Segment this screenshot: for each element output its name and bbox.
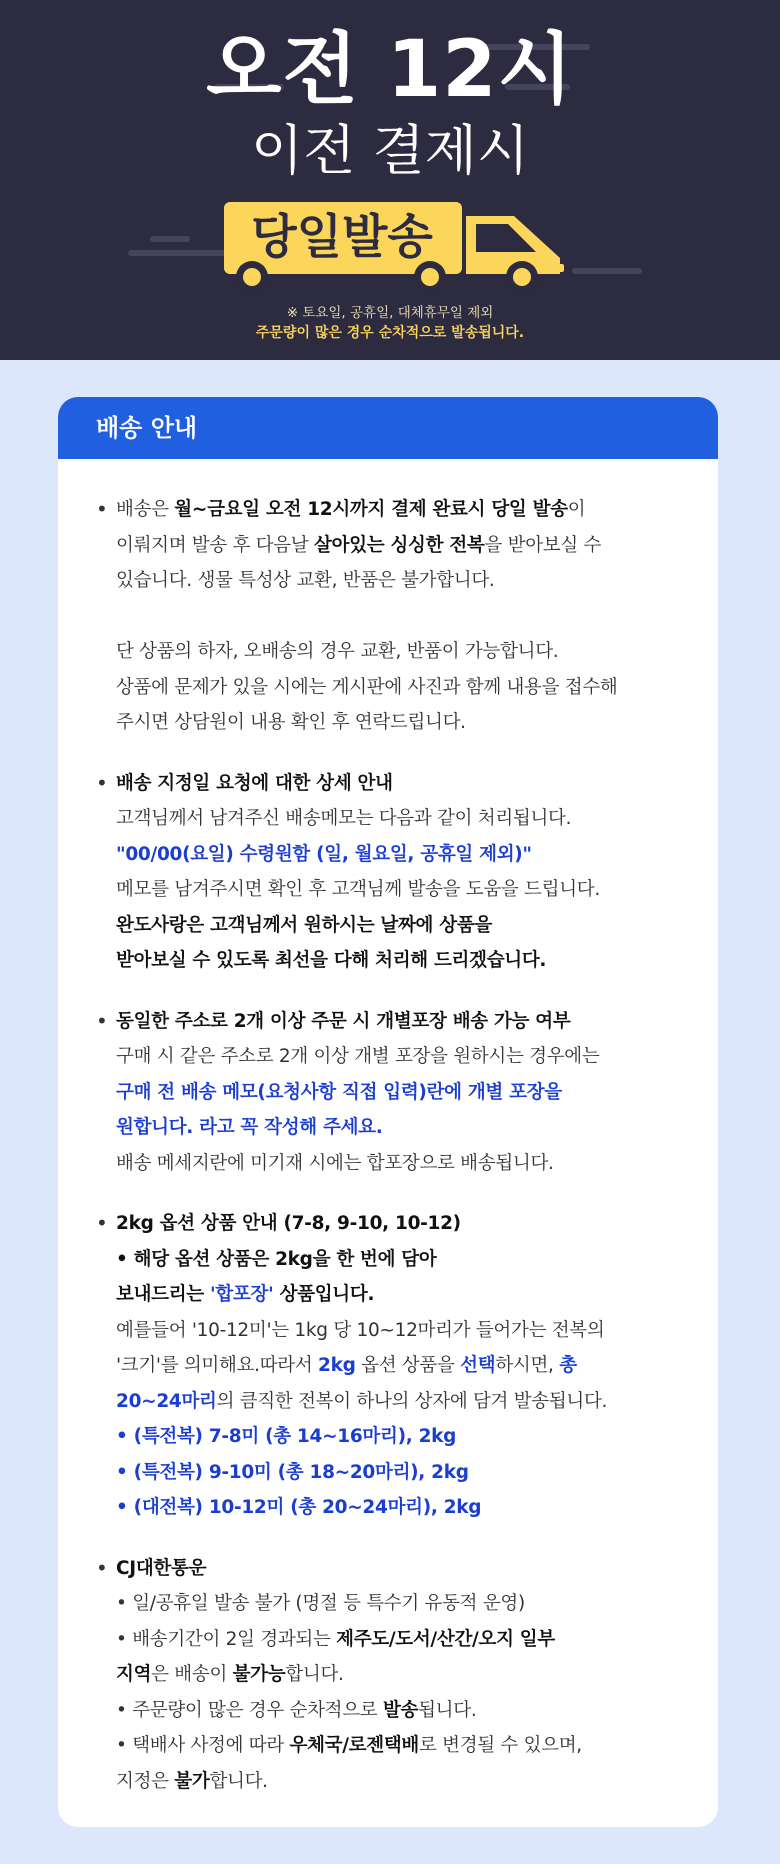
bullet-marker: •: [96, 770, 108, 795]
text-run: 고객님께서 남겨주신 배송메모는 다음과 같이 처리됩니다.: [116, 808, 572, 829]
text-run: 발송: [382, 1699, 419, 1721]
bullet-marker: •: [96, 1211, 108, 1235]
text-run: '합포장': [210, 1284, 274, 1305]
info-line: [116, 1693, 698, 1729]
info-line: [116, 670, 698, 706]
text-run: 됩니다.: [418, 1699, 477, 1721]
text-run: 2kg: [318, 1355, 356, 1376]
text-run: • 일/공휴일 발송 불가 (명절 등 특수기 유동적 운영): [116, 1593, 525, 1614]
text-run: 을 받아보실 수: [484, 534, 602, 556]
text-run: 지역: [116, 1664, 152, 1685]
text-run: • 해당 옵션 상품은 2kg을 한 번에 담아: [116, 1248, 437, 1270]
text-run: 메모를 남겨주시면 확인 후 고객님께 발송을 도움을 드립니다.: [116, 879, 600, 900]
card-body: [58, 459, 718, 1799]
text-run: 구매 전 배송 메모(요청사항 직접 입력)란에 개별 포장을: [116, 1081, 562, 1103]
text-run: 합니다.: [209, 1770, 268, 1792]
info-line: [116, 599, 698, 635]
text-run: 우체국/로젠택배: [289, 1735, 419, 1756]
info-line: [116, 1146, 698, 1182]
info-line: [116, 801, 698, 837]
text-run: 배송은: [116, 499, 175, 520]
text-run: 선택: [460, 1355, 496, 1376]
text-run: 있습니다. 생물 특성상 교환, 반품은 불가합니다.: [116, 570, 495, 591]
info-line: [116, 1490, 698, 1526]
info-line: [116, 705, 698, 741]
speed-streak: [150, 236, 190, 242]
info-line: [116, 1586, 698, 1622]
text-run: 총: [559, 1355, 577, 1376]
text-run: 월~금요일 오전 12시까지 결제 완료시 당일 발송: [174, 499, 568, 520]
order-volume-notice: 주문량이 많은 경우 순차적으로 발송됩니다.: [255, 325, 525, 341]
info-line: [116, 766, 698, 802]
info-line: [116, 1277, 698, 1313]
text-run: 예를들어 '10-12미'는 1kg 당 10~12마리가 들어가는 전복의: [116, 1319, 605, 1341]
text-run: 배송 지정일 요청에 대한 상세 안내: [116, 772, 393, 794]
truck-label: 당일발송: [251, 210, 433, 265]
info-section: [96, 1551, 698, 1800]
info-line: [116, 1313, 698, 1349]
text-run: 지정은: [116, 1770, 175, 1792]
text-run: 이: [567, 499, 586, 520]
info-section: [96, 1004, 698, 1182]
speed-streak: [572, 268, 642, 274]
info-line: [116, 1657, 698, 1693]
bullet-marker: •: [96, 1555, 108, 1580]
bullet-marker: •: [96, 497, 108, 521]
info-line: [116, 492, 698, 528]
text-run: 옵션 상품을: [355, 1355, 461, 1376]
info-line: [116, 1110, 698, 1146]
info-line: [116, 1075, 698, 1111]
text-run: 받아보실 수 있도록 최선을 다해 처리해 드리겠습니다.: [116, 950, 547, 971]
text-run: • 택배사 사정에 따라: [116, 1735, 290, 1756]
info-section: [96, 766, 698, 979]
info-line: [116, 1728, 698, 1764]
text-run: 단 상품의 하자, 오배송의 경우 교환, 반품이 가능합니다.: [116, 641, 559, 662]
info-line: [116, 943, 698, 979]
info-line: [116, 1551, 698, 1587]
info-line: [116, 528, 698, 564]
info-line: [116, 563, 698, 599]
info-section: [96, 492, 698, 741]
text-run: • (대전복) 10-12미 (총 20~24마리), 2kg: [116, 1497, 482, 1518]
text-run: • (특전복) 7-8미 (총 14~16마리), 2kg: [116, 1426, 457, 1447]
info-line: [116, 1455, 698, 1491]
text-run: 20~24마리: [116, 1390, 217, 1412]
text-run: 합니다.: [285, 1664, 344, 1685]
info-line: [116, 837, 698, 873]
info-line: [116, 634, 698, 670]
text-run: • 배송기간이 2일 경과되는: [116, 1628, 337, 1650]
delivery-info-card: [58, 397, 718, 1827]
text-run: • 주문량이 많은 경우 순차적으로: [116, 1699, 383, 1721]
text-run: 의 큼직한 전복이 하나의 상자에 담겨 발송됩니다.: [216, 1390, 608, 1412]
text-run: • (특전복) 9-10미 (총 18~20마리), 2kg: [116, 1461, 469, 1483]
info-line: [116, 872, 698, 908]
text-run: CJ대한통운: [116, 1557, 207, 1579]
info-line: [116, 1004, 698, 1040]
text-run: 동일한 주소로 2개 이상 주문 시 개별포장 배송 가능 여부: [116, 1010, 571, 1032]
hero-subtitle: 이전 결제시: [251, 119, 529, 182]
info-line: [116, 1348, 698, 1384]
text-run: 배송 메세지란에 미기재 시에는 합포장으로 배송됩니다.: [116, 1152, 554, 1174]
text-run: '크기'를 의미해요.따라서: [116, 1355, 319, 1376]
info-line: [116, 1764, 698, 1800]
text-run: 살아있는 싱싱한 전복: [314, 534, 485, 556]
holiday-notice: ※ 토요일, 공휴일, 대체휴무일 제외: [286, 305, 494, 321]
text-run: 불가: [174, 1770, 210, 1792]
info-line: [116, 908, 698, 944]
text-run: 이뤄지며 발송 후 다음날: [116, 534, 315, 556]
hero-title: 오전 12시: [206, 25, 574, 115]
info-line: [116, 1384, 698, 1420]
text-run: 상품에 문제가 있을 시에는 게시판에 사진과 함께 내용을 접수해: [116, 676, 618, 698]
text-run: 상품입니다.: [273, 1284, 375, 1305]
card-title: 배송 안내: [58, 397, 718, 459]
text-run: 원합니다. 라고 꼭 작성해 주세요.: [116, 1117, 383, 1138]
info-line: [116, 1419, 698, 1455]
hero-banner: [0, 0, 780, 360]
text-run: 주시면 상담원이 내용 확인 후 연락드립니다.: [116, 712, 466, 733]
info-line: [116, 1206, 698, 1242]
text-run: 제주도/도서/산간/오지 일부: [336, 1628, 555, 1650]
text-run: 구매 시 같은 주소로 2개 이상 개별 포장을 원하시는 경우에는: [116, 1046, 600, 1067]
info-line: [116, 1039, 698, 1075]
info-line: [116, 1622, 698, 1658]
text-run: 하시면,: [495, 1355, 560, 1376]
text-run: 완도사랑은 고객님께서 원하시는 날짜에 상품을: [116, 914, 492, 936]
text-run: 은 배송이: [151, 1664, 233, 1685]
info-line: [116, 1242, 698, 1278]
text-run: 불가능: [232, 1664, 286, 1685]
text-run: 2kg 옵션 상품 안내 (7-8, 9-10, 10-12): [116, 1213, 461, 1234]
text-run: "00/00(요일) 수령원함 (일, 월요일, 공휴일 제외)": [116, 843, 532, 865]
info-section: [96, 1206, 698, 1526]
bullet-marker: •: [96, 1008, 108, 1033]
text-run: 보내드리는: [116, 1284, 210, 1305]
text-run: 로 변경될 수 있으며,: [418, 1735, 582, 1756]
